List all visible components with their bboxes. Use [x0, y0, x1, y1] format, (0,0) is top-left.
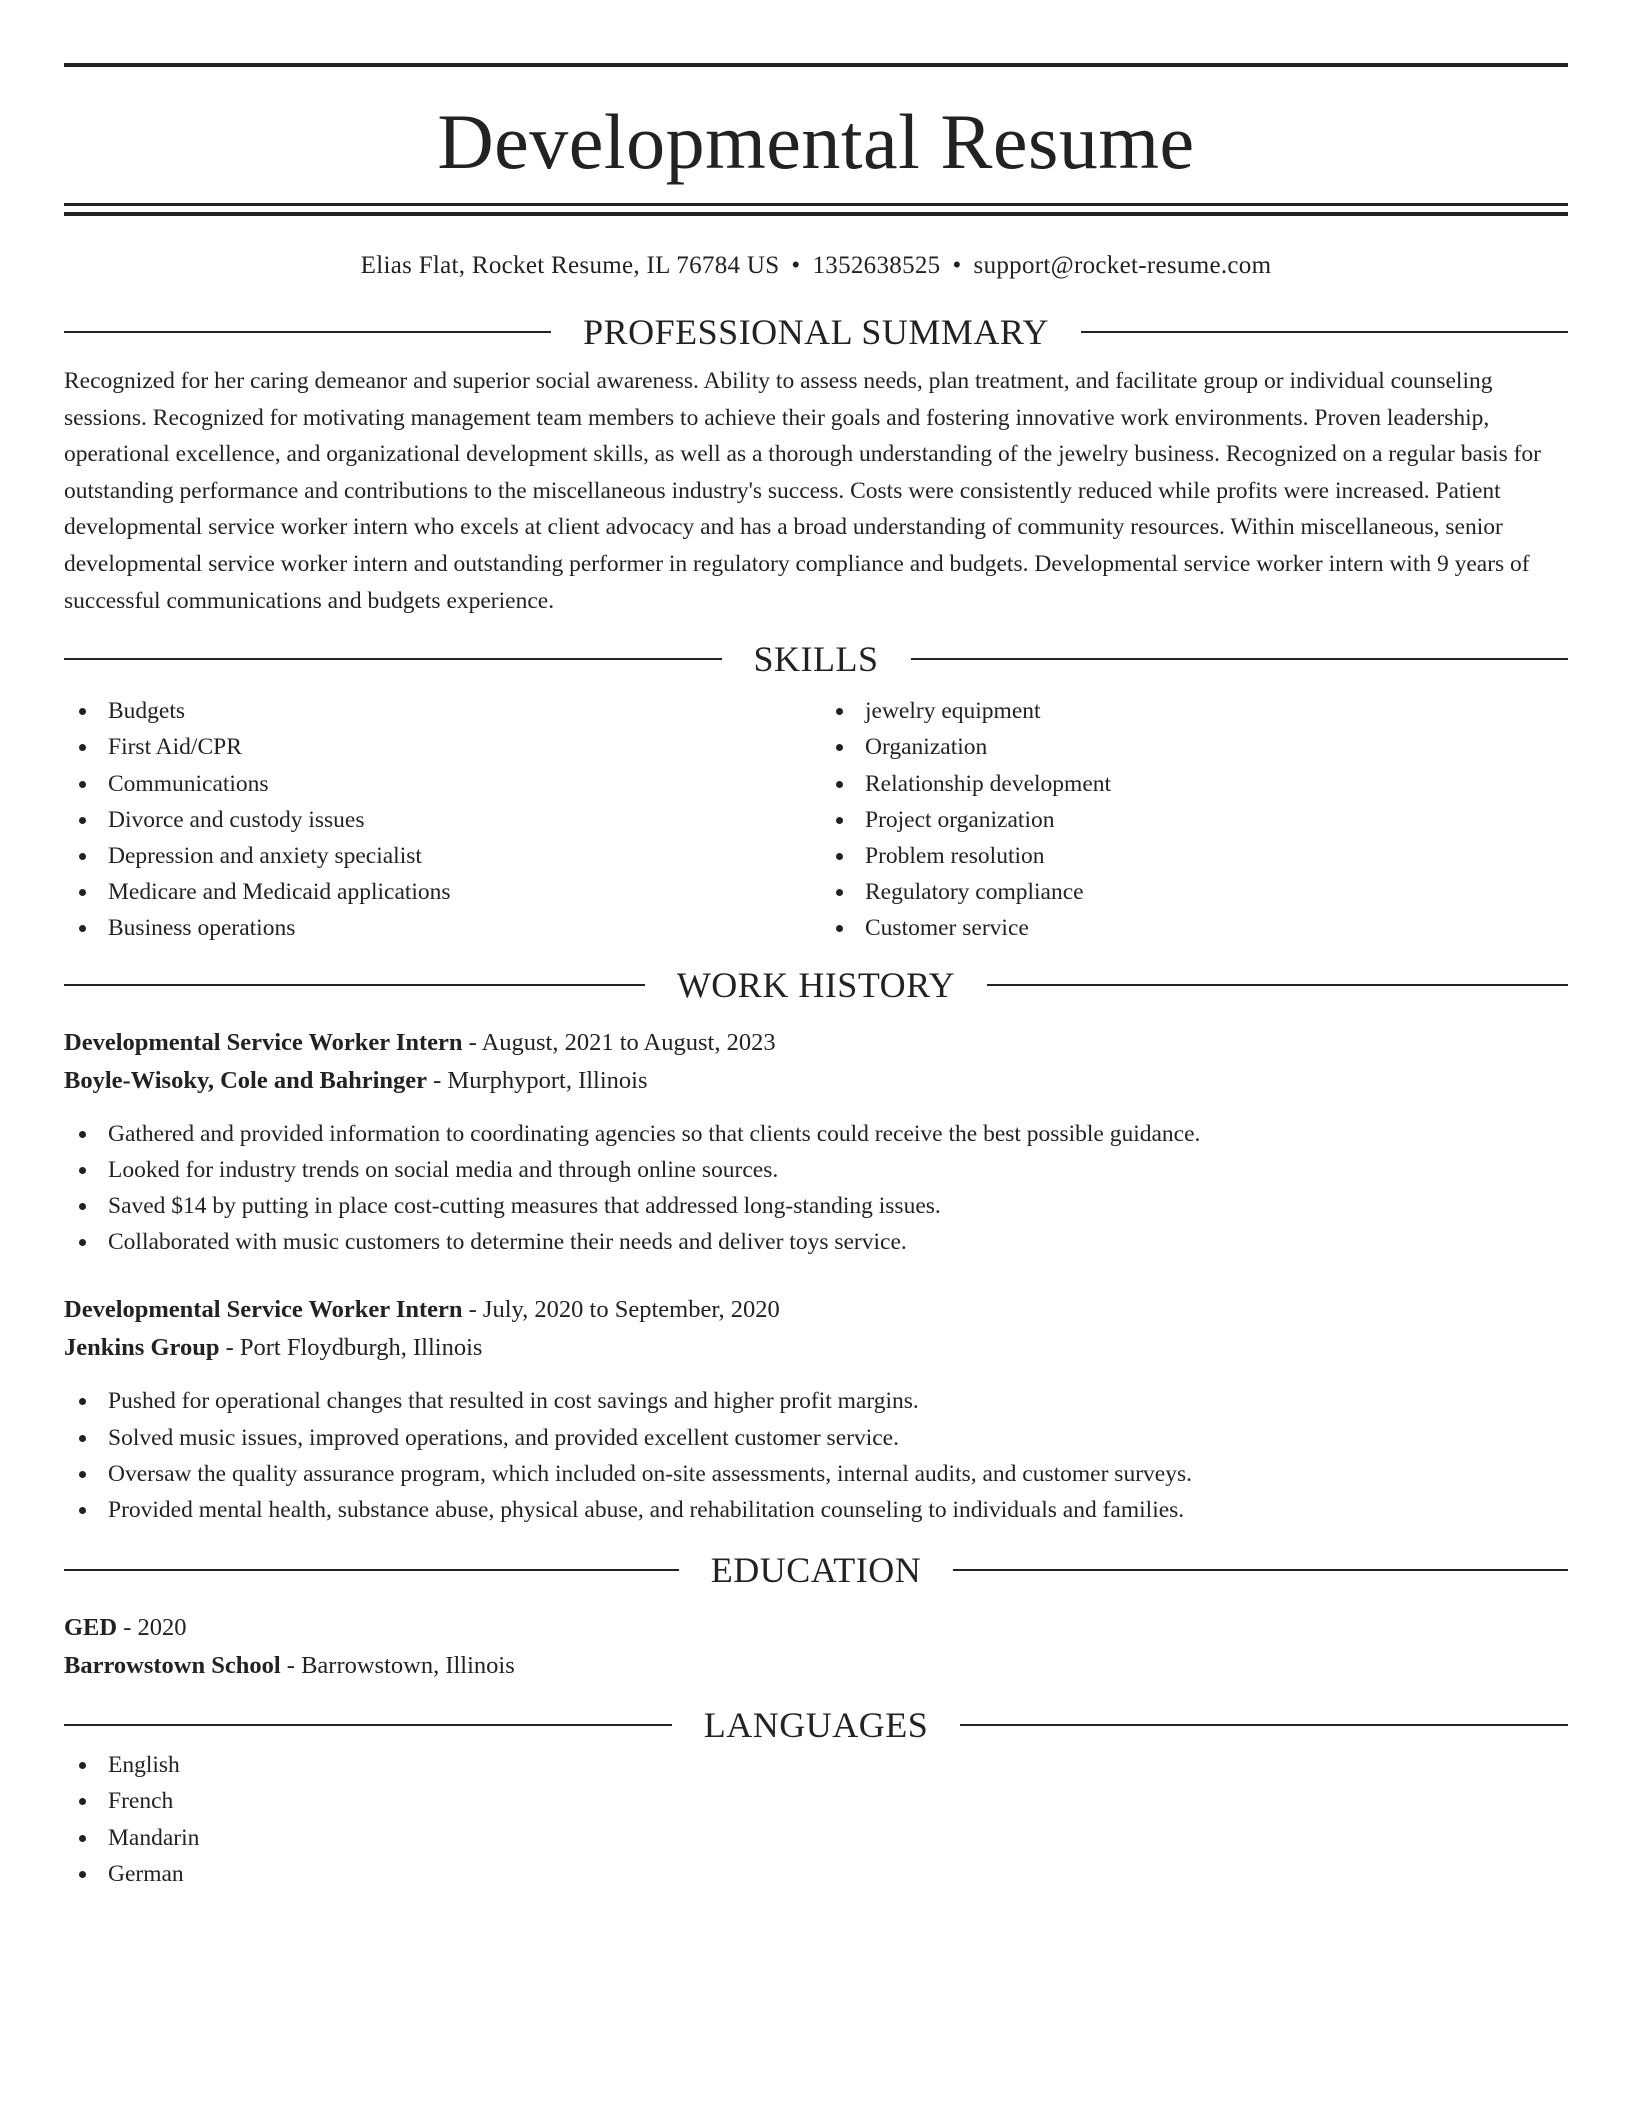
languages-section-header [64, 1703, 1568, 1747]
job-title-line [64, 1291, 1568, 1329]
job-company: Jenkins Group [64, 1334, 220, 1362]
language-item: Mandarin [64, 1820, 1568, 1856]
job-location: - Port Floydburgh, Illinois [219, 1334, 483, 1362]
skill-item: Relationship development [821, 766, 1568, 802]
divider [987, 984, 1568, 986]
skill-item: Medicare and Medicaid applications [64, 874, 811, 910]
education-section-header [64, 1548, 1568, 1592]
job-bullet: Pushed for operational changes that resulted in cost savings and higher profit margins. [64, 1383, 1568, 1419]
contact-email: support@rocket-resume.com [973, 252, 1272, 279]
skill-item: Problem resolution [821, 838, 1568, 874]
skills-list-left [64, 693, 811, 946]
summary-heading: PROFESSIONAL SUMMARY [583, 312, 1049, 352]
education-school-line [64, 1647, 1568, 1685]
job-bullet: Provided mental health, substance abuse, physical abuse, and rehabilitation counseling to individuals and families. [64, 1492, 1568, 1528]
job-title: Developmental Service Worker Intern [64, 1028, 463, 1056]
skills-grid [64, 693, 1568, 946]
job-bullets [64, 1383, 1568, 1528]
skill-item: Depression and anxiety specialist [64, 838, 811, 874]
skill-item: Customer service [821, 910, 1568, 946]
resume-title: Developmental Resume [437, 98, 1195, 185]
education-degree-line [64, 1609, 1568, 1647]
education-year: - 2020 [117, 1614, 187, 1642]
contact-address: Elias Flat, Rocket Resume, IL 76784 US [360, 252, 780, 279]
skill-item: Divorce and custody issues [64, 802, 811, 838]
skill-item: Budgets [64, 693, 811, 729]
job-title-line [64, 1024, 1568, 1062]
languages-heading: LANGUAGES [703, 1705, 929, 1746]
skills-heading: SKILLS [753, 639, 879, 680]
job-bullet: Collaborated with music customers to determine their needs and deliver toys service. [64, 1224, 1568, 1260]
work-section-header [64, 963, 1568, 1007]
job-entry [64, 1291, 1568, 1528]
job-dates: - July, 2020 to September, 2020 [462, 1296, 780, 1324]
skill-item: First Aid/CPR [64, 729, 811, 765]
divider [64, 1569, 679, 1571]
education-degree: GED [64, 1614, 118, 1642]
skill-item: Project organization [821, 802, 1568, 838]
divider [64, 331, 551, 333]
job-company-line [64, 1329, 1568, 1367]
title-top-rule [64, 63, 1568, 67]
skills-list-right [821, 693, 1568, 946]
divider [64, 984, 645, 986]
job-title: Developmental Service Worker Intern [64, 1296, 463, 1324]
job-location: - Murphyport, Illinois [427, 1066, 648, 1094]
resume-page [64, 0, 1568, 1892]
title-bottom-rule [64, 203, 1568, 216]
contact-separator: • [952, 252, 962, 279]
job-bullet: Oversaw the quality assurance program, which included on-site assessments, internal audits, and customer surveys. [64, 1456, 1568, 1492]
work-heading: WORK HISTORY [676, 964, 956, 1005]
education-school: Barrowstown School [64, 1652, 281, 1680]
job-company-line [64, 1062, 1568, 1100]
skill-item: jewelry equipment [821, 693, 1568, 729]
language-item: German [64, 1856, 1568, 1892]
education-location: - Barrowstown, Illinois [280, 1652, 515, 1680]
education-heading: EDUCATION [710, 1550, 922, 1591]
language-item: English [64, 1747, 1568, 1783]
divider [911, 658, 1569, 660]
job-bullet: Gathered and provided information to coordinating agencies so that clients could receive the best possible guidance. [64, 1116, 1568, 1152]
job-bullet: Looked for industry trends on social media and through online sources. [64, 1152, 1568, 1188]
languages-list [64, 1747, 1568, 1892]
job-bullet: Saved $14 by putting in place cost-cutting measures that addressed long-standing issues. [64, 1188, 1568, 1224]
education-entry [64, 1609, 1568, 1685]
contact-line [64, 251, 1568, 281]
job-company: Boyle-Wisoky, Cole and Bahringer [64, 1066, 428, 1094]
divider [64, 1724, 672, 1726]
skill-item: Business operations [64, 910, 811, 946]
divider [64, 658, 722, 660]
contact-separator: • [791, 252, 801, 279]
contact-phone: 1352638525 [812, 252, 941, 279]
skills-section-header [64, 637, 1568, 681]
divider [1081, 331, 1568, 333]
divider [953, 1569, 1568, 1571]
job-dates: - August, 2021 to August, 2023 [462, 1028, 776, 1056]
language-item: French [64, 1783, 1568, 1819]
divider [960, 1724, 1568, 1726]
skill-item: Regulatory compliance [821, 874, 1568, 910]
summary-text: Recognized for her caring demeanor and superior social awareness. Ability to assess needs, plan treatment, and facilitate group or individual counseling sessions. Recognized for motivating management team members to achieve their goals and fostering innovative work environments. Proven leadership, operational excellence, and organizational development skills, as well as a thorough understanding of the jewelry business. Recognized on a regular basis for outstanding performance and contributions to the miscellaneous industry's success. Costs were consistently reduced while profits were increased. Patient developmental service worker intern who excels at client advocacy and has a broad understanding of community resources. Within miscellaneous, senior developmental service worker intern and outstanding performer in regulatory compliance and budgets. Developmental service worker intern with 9 years of successful communications and budgets experience. [64, 368, 1542, 614]
job-bullets [64, 1116, 1568, 1261]
skill-item: Organization [821, 729, 1568, 765]
job-entry [64, 1024, 1568, 1261]
summary-section-header [64, 310, 1568, 354]
skill-item: Communications [64, 766, 811, 802]
job-bullet: Solved music issues, improved operations, and provided excellent customer service. [64, 1420, 1568, 1456]
